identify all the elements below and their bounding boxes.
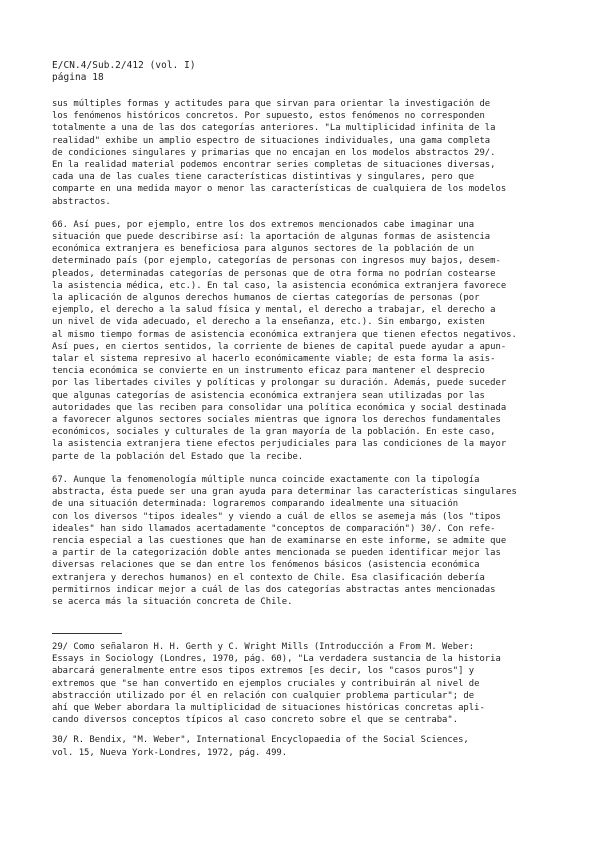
footnote-line: 29/ Como señalaron H. H. Gerth y C. Wright Mills (Introducción a From M. Weber: — [52, 642, 475, 652]
text-line: la asistencia médica, etc.). En tal caso, la asistencia económica extranjera favorece — [52, 280, 507, 291]
text-line: los fenómenos históricos concretos. Por supuesto, estos fenómenos no corresponden — [52, 111, 485, 122]
footnote-line: abstracción utilizado por él en relación con cualquier problema particular"; de — [52, 690, 475, 701]
paragraph-67 — [52, 474, 558, 608]
document-header — [52, 60, 196, 84]
text-line: abstractos. — [52, 196, 111, 207]
footnote-line: cando diversos conceptos típicos al caso concreto sobre el que se centraba". — [52, 715, 459, 726]
text-line: totalmente a una de las dos categorías anteriores. "La multiplicidad infinita de la — [52, 123, 496, 134]
text-line: autoridades que las reciben para consolidar una política económica y social destinada — [52, 402, 507, 413]
text-line: talar el sistema represivo al hacerlo económicamente viable; de esta forma la asis- — [52, 354, 496, 365]
text-line: que algunas categorías de asistencia económica extranjera sean utilizadas por las — [52, 390, 485, 401]
text-line: con los diversos "tipos ideales" y viendo a cuál de ellos se asemeja más (los "tipos — [52, 511, 501, 522]
text-line: a partir de la categorización doble antes mencionada se pueden identificar mejor las — [52, 548, 501, 559]
text-line: económicos, sociales y culturales de la gran mayoría de la población. En este caso, — [52, 427, 496, 438]
footnote-line: 30/ R. Bendix, "M. Weber", International Encyclopaedia of the Social Sciences, — [52, 735, 469, 746]
text-line: al mismo tiempo formas de asistencia económica extranjera que tienen efectos negativos. — [52, 329, 517, 340]
footnote-separator — [52, 633, 122, 634]
page-number: página 18 — [52, 72, 104, 83]
text-line: situación que puede describirse así: la aportación de algunas formas de asistencia — [52, 232, 491, 243]
footnotes — [52, 641, 558, 767]
text-line: ideales" han sido llamados acertadamente "conceptos de comparación") 30/. Con refe- — [52, 523, 496, 534]
text-line: determinado país (por ejemplo, categorías de personas con ingresos muy bajos, desem- — [52, 256, 501, 267]
text-line: rencia especial a las cuestiones que han de examinarse en este informe, se admite que — [52, 535, 507, 546]
text-line: sus múltiples formas y actitudes para que sirvan para orientar la investigación de — [52, 99, 491, 109]
footnote-line: extremos que "se han convertido en ejemplos cruciales y contribuirán al nivel de — [52, 678, 480, 689]
text-line: pleados, determinadas categorías de personas que de otra forma no podrían costearse — [52, 268, 496, 279]
paragraph-65-continuation — [52, 98, 558, 208]
paragraph-66 — [52, 219, 558, 463]
text-line: se acerca más la situación concreta de Chile. — [52, 596, 293, 607]
footnote-line: vol. 15, Nueva York-Londres, 1972, pág. 499. — [52, 747, 288, 758]
text-line: realidad" exhibe un amplio espectro de situaciones individuales, una gama completa — [52, 135, 491, 146]
text-line: un nivel de vida adecuado, el derecho a la enseñanza, etc.). Sin embargo, existen — [52, 317, 485, 328]
footnote-line: ahí que Weber abordara la multiplicidad de situaciones históricas concretas apli- — [52, 703, 485, 714]
text-line: la aplicación de algunos derechos humanos de ciertas categorías de personas (por — [52, 293, 480, 304]
footnote-30 — [52, 734, 558, 758]
text-line: a favorecer algunos sectores sociales mientras que ignora los derechos fundamentales — [52, 415, 501, 426]
text-line: extranjera y derechos humanos) en el contexto de Chile. Esa clasificación debería — [52, 572, 485, 583]
text-line: 66. Así pues, por ejemplo, entre los dos extremos mencionados cabe imaginar una — [52, 219, 475, 230]
document-body — [52, 98, 558, 619]
text-line: permitirnos indicar mejor a cuál de las dos categorías abstractas antes mencionadas — [52, 584, 496, 595]
text-line: tencia económica se convierte en un instrumento eficaz para mantener el desprecio — [52, 366, 485, 377]
text-line: abstracta, ésta puede ser una gran ayuda para determinar las características singulares — [52, 487, 517, 498]
text-line: Así pues, en ciertos sentidos, la corriente de bienes de capital puede ayudar a apun- — [52, 341, 507, 352]
text-line: En la realidad material podemos encontrar series completas de situaciones diversas, — [52, 160, 496, 171]
text-line: comparte en una medida mayor o menor las características de cualquiera de los modelos — [52, 184, 507, 195]
text-line: de condiciones singulares y primarias que no encajan en los modelos abstractos 29/. — [52, 147, 496, 158]
text-line: por las libertades civiles y políticas y prolongar su duración. Además, puede suceder — [52, 378, 507, 389]
text-line: la asistencia extranjera tiene efectos perjudiciales para las condiciones de la mayor — [52, 439, 507, 450]
text-line: ejemplo, el derecho a la salud física y mental, el derecho a trabajar, el derecho a — [52, 305, 496, 316]
footnote-line: Essays in Sociology (Londres, 1970, pág. 60), "La verdadera sustancia de la historia — [52, 654, 501, 665]
footnote-line: abarcará generalmente entre esos tipos extremos [es decir, los "casos puros"] y — [52, 666, 475, 677]
text-line: diversas relaciones que se dan entre los fenómenos básicos (asistencia económica — [52, 560, 480, 571]
footnote-29 — [52, 641, 558, 726]
text-line: 67. Aunque la fenomenología múltiple nunca coincide exactamente con la tipología — [52, 474, 480, 485]
text-line: cada una de las cuales tiene características distintivas y singulares, pero que — [52, 172, 475, 183]
text-line: de una situación determinada: lograremos comparando idealmente una situación — [52, 499, 459, 510]
text-line: económica extranjera es beneficiosa para algunos sectores de la población de un — [52, 244, 475, 255]
text-line: parte de la población del Estado que la recibe. — [52, 451, 304, 462]
document-symbol: E/CN.4/Sub.2/412 (vol. I) — [52, 60, 196, 71]
